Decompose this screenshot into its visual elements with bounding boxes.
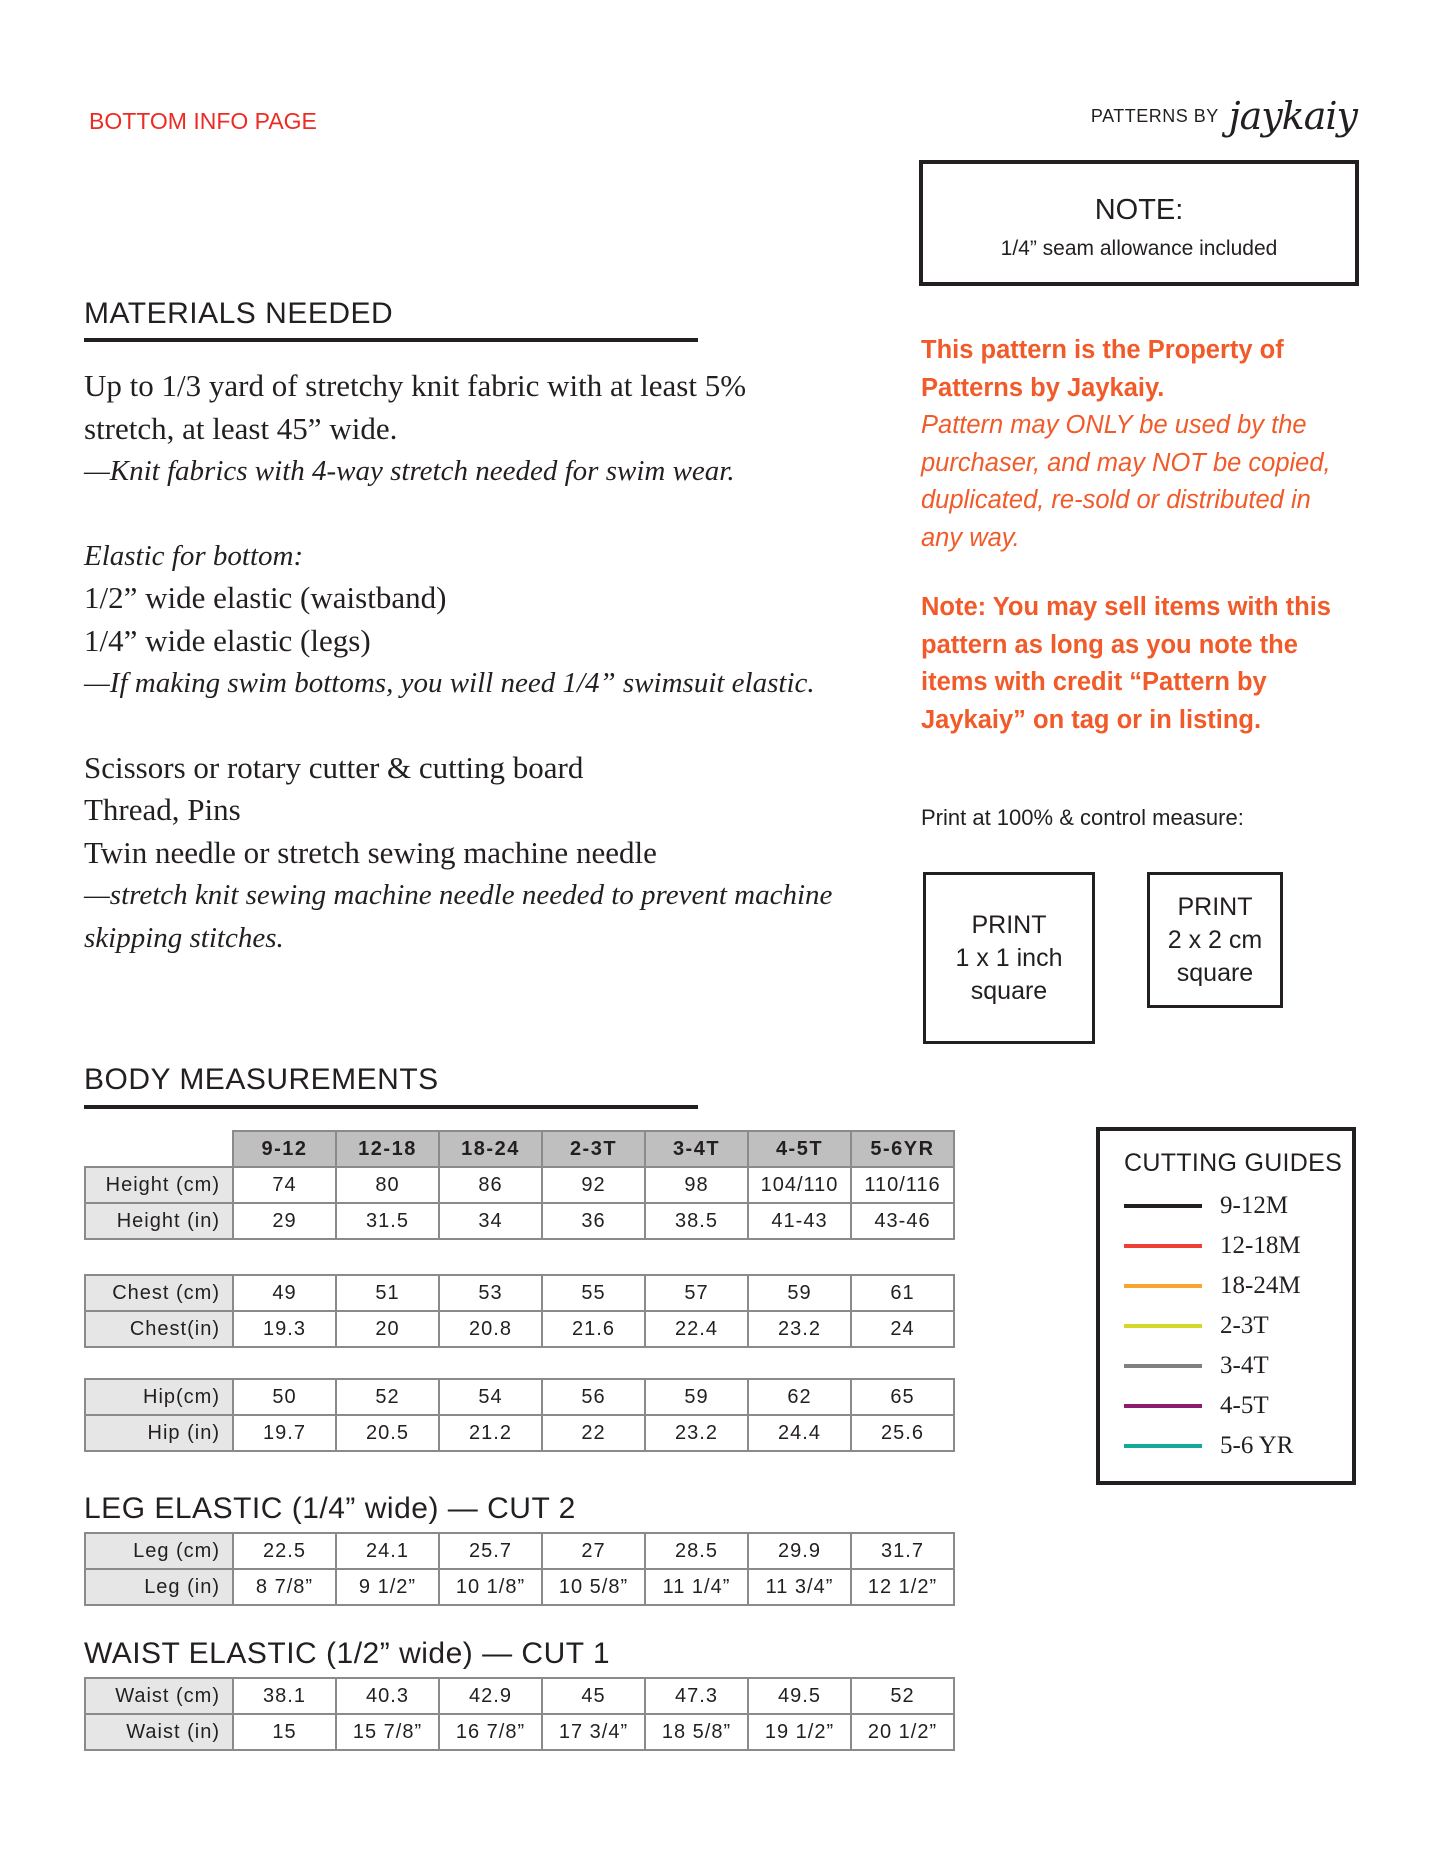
cutting-guides-legend	[1096, 1127, 1356, 1485]
size-header-row	[85, 1131, 954, 1167]
property-bold: Patterns by Jaykaiy.	[921, 373, 1165, 402]
row-label: Waist (in)	[85, 1714, 233, 1750]
row-label: Height (cm)	[85, 1167, 233, 1203]
legend-label: 2-3T	[1220, 1312, 1269, 1339]
legend-line	[1124, 1204, 1202, 1208]
property-bold: This pattern is the Property of	[921, 336, 1284, 364]
sell-note: items with credit “Pattern by	[921, 668, 1267, 696]
brand-prefix: PATTERNS BY	[1090, 105, 1219, 126]
table-cell: 11 3/4”	[748, 1569, 851, 1605]
table-cell: 9 1/2”	[336, 1569, 439, 1605]
table-cell: 28.5	[645, 1533, 748, 1569]
table-cell: 12 1/2”	[851, 1569, 954, 1605]
materials-note: —stretch knit sewing machine needle needed to prevent machine	[84, 879, 833, 911]
print-square-cm	[1147, 872, 1283, 1008]
table-cell: 51	[336, 1275, 439, 1311]
cutting-guides-title: CUTTING GUIDES	[1124, 1149, 1343, 1177]
table-cell: 23.2	[748, 1311, 851, 1347]
table-row	[85, 1678, 954, 1714]
legend-item	[1124, 1266, 1352, 1306]
legend-item	[1124, 1386, 1352, 1426]
table-cell: 34	[439, 1203, 542, 1239]
table-cell: 36	[542, 1203, 645, 1239]
print-box-line: square	[970, 976, 1048, 1005]
table-cell: 62	[748, 1379, 851, 1415]
table-cell: 47.3	[645, 1678, 748, 1714]
materials-title: MATERIALS NEEDED	[84, 297, 394, 330]
waist-elastic-title: WAIST ELASTIC (1/2” wide) — CUT 1	[84, 1637, 611, 1670]
print-box-line: 2 x 2 cm	[1167, 925, 1263, 954]
row-label: Hip (in)	[85, 1415, 233, 1451]
table-cell: 29	[233, 1203, 336, 1239]
table-cell: 8 7/8”	[233, 1569, 336, 1605]
legend-label: 12-18M	[1220, 1232, 1301, 1259]
table-cell: 20.8	[439, 1311, 542, 1347]
table-cell: 20 1/2”	[851, 1714, 954, 1750]
table-cell: 40.3	[336, 1678, 439, 1714]
legend-line	[1124, 1244, 1202, 1248]
note-title: NOTE:	[1094, 194, 1184, 226]
leg-elastic-title: LEG ELASTIC (1/4” wide) — CUT 2	[84, 1492, 576, 1525]
table-cell: 17 3/4”	[542, 1714, 645, 1750]
table-cell: 31.7	[851, 1533, 954, 1569]
table-cell: 98	[645, 1167, 748, 1203]
materials-line: Up to 1/3 yard of stretchy knit fabric with at least 5%	[84, 368, 747, 403]
property-italic: duplicated, re-sold or distributed in	[921, 486, 1311, 514]
legend-item	[1124, 1426, 1352, 1466]
table-cell: 59	[645, 1379, 748, 1415]
page-label: BOTTOM INFO PAGE	[89, 108, 317, 134]
table-cell: 42.9	[439, 1678, 542, 1714]
materials-line: 1/2” wide elastic (waistband)	[84, 580, 447, 615]
materials-note: skipping stitches.	[84, 921, 284, 954]
property-italic: Pattern may ONLY be used by the	[921, 411, 1307, 439]
table-cell: 31.5	[336, 1203, 439, 1239]
property-notice	[921, 332, 1371, 739]
table-cell: 57	[645, 1275, 748, 1311]
materials-note: —Knit fabrics with 4-way stretch needed for swim wear.	[84, 455, 735, 487]
table-cell: 110/116	[851, 1167, 954, 1203]
legend-label: 18-24M	[1220, 1272, 1301, 1299]
materials-line: Scissors or rotary cutter & cutting board	[84, 749, 584, 785]
table-cell: 22	[542, 1415, 645, 1451]
leg-elastic-table	[84, 1532, 955, 1606]
hip-table	[84, 1378, 955, 1452]
table-cell: 104/110	[748, 1167, 851, 1203]
materials-line: Twin needle or stretch sewing machine needle	[84, 834, 657, 870]
table-cell: 10 5/8”	[542, 1569, 645, 1605]
table-cell: 22.4	[645, 1311, 748, 1347]
sell-note: Jaykaiy” on tag or in listing.	[921, 705, 1262, 734]
row-label: Leg (cm)	[85, 1533, 233, 1569]
legend-label: 4-5T	[1220, 1392, 1269, 1419]
table-cell: 25.6	[851, 1415, 954, 1451]
table-cell: 25.7	[439, 1533, 542, 1569]
row-label: Waist (cm)	[85, 1678, 233, 1714]
table-cell: 50	[233, 1379, 336, 1415]
table-cell: 38.1	[233, 1678, 336, 1714]
table-cell: 80	[336, 1167, 439, 1203]
size-header: 2-3T	[542, 1131, 645, 1167]
materials-rule	[84, 338, 698, 342]
table-row	[85, 1275, 954, 1311]
table-cell: 15 7/8”	[336, 1714, 439, 1750]
table-cell: 52	[851, 1678, 954, 1714]
legend-line	[1124, 1324, 1202, 1328]
row-label: Hip(cm)	[85, 1379, 233, 1415]
print-box-line: 1 x 1 inch	[955, 943, 1063, 972]
legend-item	[1124, 1346, 1352, 1386]
row-label: Chest(in)	[85, 1311, 233, 1347]
legend-label: 5-6 YR	[1220, 1432, 1294, 1459]
legend-label: 3-4T	[1220, 1352, 1269, 1379]
table-cell: 52	[336, 1379, 439, 1415]
cutting-guides-list	[1100, 1186, 1352, 1466]
size-header: 4-5T	[748, 1131, 851, 1167]
row-label: Height (in)	[85, 1203, 233, 1239]
table-cell: 19 1/2”	[748, 1714, 851, 1750]
table-cell: 92	[542, 1167, 645, 1203]
table-cell: 19.7	[233, 1415, 336, 1451]
table-cell: 24	[851, 1311, 954, 1347]
size-header: 9-12	[233, 1131, 336, 1167]
table-row	[85, 1415, 954, 1451]
sizes-height-table	[84, 1130, 955, 1240]
table-cell: 61	[851, 1275, 954, 1311]
table-cell: 74	[233, 1167, 336, 1203]
table-cell: 49.5	[748, 1678, 851, 1714]
materials-subheading: Elastic for bottom:	[84, 539, 304, 572]
table-cell: 55	[542, 1275, 645, 1311]
table-cell: 59	[748, 1275, 851, 1311]
table-cell: 38.5	[645, 1203, 748, 1239]
table-cell: 19.3	[233, 1311, 336, 1347]
table-cell: 10 1/8”	[439, 1569, 542, 1605]
row-label: Chest (cm)	[85, 1275, 233, 1311]
table-row	[85, 1533, 954, 1569]
table-cell: 29.9	[748, 1533, 851, 1569]
materials-list	[84, 365, 864, 959]
size-header: 12-18	[336, 1131, 439, 1167]
print-box-line: square	[1176, 958, 1254, 987]
table-row	[85, 1167, 954, 1203]
note-box	[919, 160, 1359, 286]
print-box-line: PRINT	[1177, 892, 1253, 921]
legend-label: 9-12M	[1220, 1192, 1289, 1219]
table-cell: 22.5	[233, 1533, 336, 1569]
table-cell: 11 1/4”	[645, 1569, 748, 1605]
materials-line: stretch, at least 45” wide.	[84, 410, 398, 446]
brand-logo	[1091, 94, 1357, 138]
table-cell: 65	[851, 1379, 954, 1415]
table-cell: 27	[542, 1533, 645, 1569]
legend-line	[1124, 1444, 1202, 1448]
table-cell: 56	[542, 1379, 645, 1415]
legend-line	[1124, 1284, 1202, 1288]
waist-elastic-table	[84, 1677, 955, 1751]
table-cell: 21.6	[542, 1311, 645, 1347]
table-cell: 54	[439, 1379, 542, 1415]
body-measurements-title: BODY MEASUREMENTS	[84, 1063, 439, 1096]
property-italic: purchaser, and may NOT be copied,	[921, 448, 1331, 477]
sell-note: Note: You may sell items with this	[921, 593, 1331, 621]
property-italic: any way.	[921, 523, 1020, 552]
legend-line	[1124, 1364, 1202, 1368]
legend-line	[1124, 1404, 1202, 1408]
print-square-inch	[923, 872, 1095, 1044]
table-row	[85, 1569, 954, 1605]
table-cell: 24.1	[336, 1533, 439, 1569]
table-cell: 18 5/8”	[645, 1714, 748, 1750]
table-row	[85, 1379, 954, 1415]
table-cell: 15	[233, 1714, 336, 1750]
table-cell: 20	[336, 1311, 439, 1347]
table-cell: 41-43	[748, 1203, 851, 1239]
size-header: 18-24	[439, 1131, 542, 1167]
note-text: 1/4” seam allowance included	[1000, 237, 1278, 260]
legend-item	[1124, 1306, 1352, 1346]
materials-line: 1/4” wide elastic (legs)	[84, 622, 371, 658]
sell-note: pattern as long as you note the	[921, 630, 1298, 659]
size-header: 5-6YR	[851, 1131, 954, 1167]
table-row	[85, 1203, 954, 1239]
size-header: 3-4T	[645, 1131, 748, 1167]
table-row	[85, 1311, 954, 1347]
legend-item	[1124, 1186, 1352, 1226]
print-instruction: Print at 100% & control measure:	[921, 805, 1244, 830]
table-row	[85, 1714, 954, 1750]
table-cell: 21.2	[439, 1415, 542, 1451]
materials-line: Thread, Pins	[84, 792, 241, 827]
table-cell: 16 7/8”	[439, 1714, 542, 1750]
legend-item	[1124, 1226, 1352, 1266]
materials-note: —If making swim bottoms, you will need 1/4” swimsuit elastic.	[84, 667, 815, 699]
table-cell: 20.5	[336, 1415, 439, 1451]
table-cell: 86	[439, 1167, 542, 1203]
table-cell: 45	[542, 1678, 645, 1714]
row-label: Leg (in)	[85, 1569, 233, 1605]
table-cell: 24.4	[748, 1415, 851, 1451]
table-cell: 43-46	[851, 1203, 954, 1239]
brand-name: jaykaiy	[1228, 94, 1357, 138]
table-cell: 49	[233, 1275, 336, 1311]
table-cell: 23.2	[645, 1415, 748, 1451]
table-cell: 53	[439, 1275, 542, 1311]
chest-table	[84, 1274, 955, 1348]
print-box-line: PRINT	[971, 910, 1047, 939]
body-measurements-rule	[84, 1105, 698, 1109]
